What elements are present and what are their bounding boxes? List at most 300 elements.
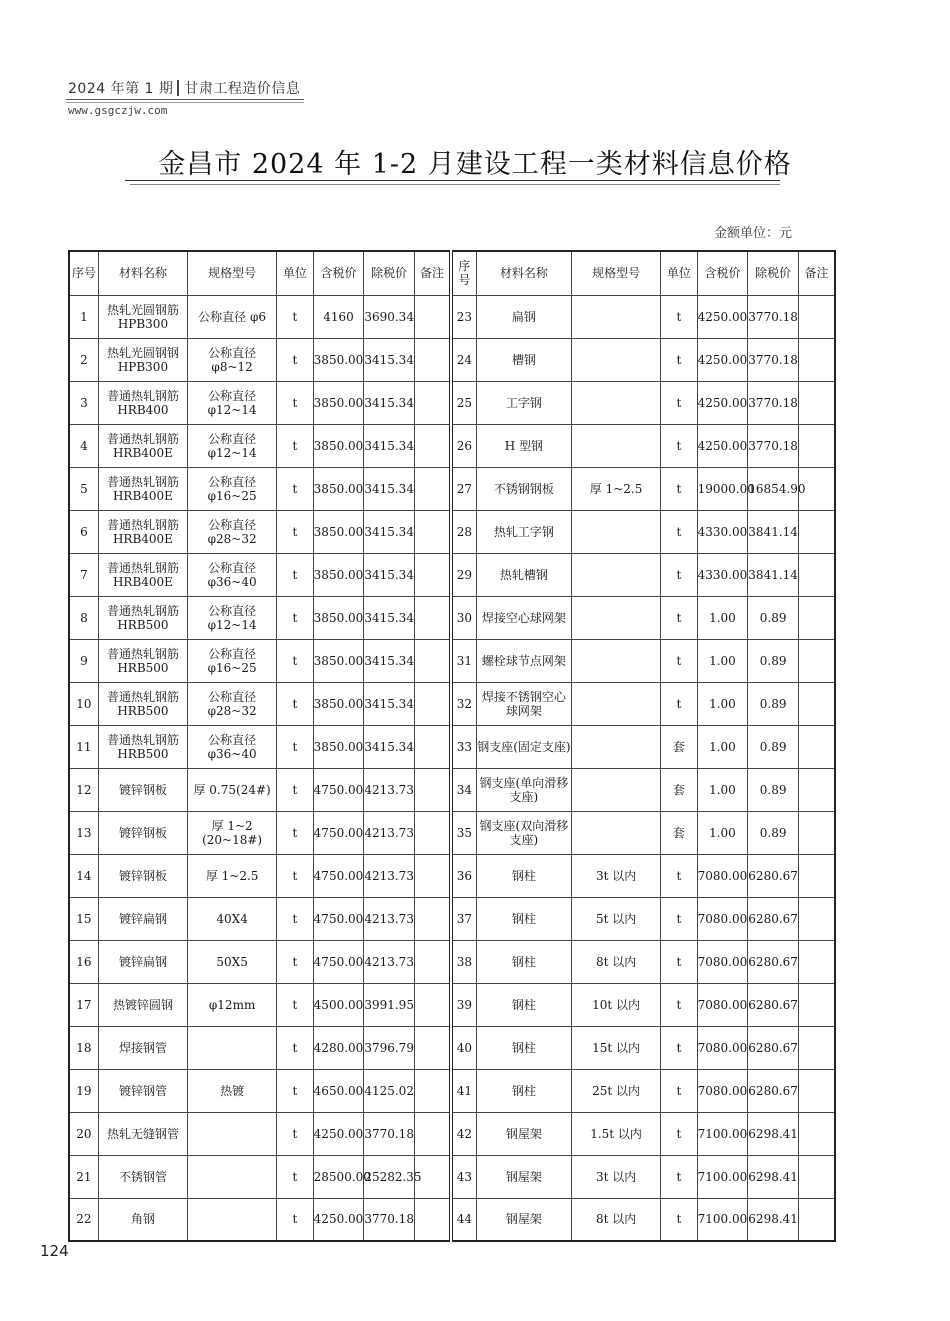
spec-cell [572,639,661,682]
publication-name: 甘肃工程造价信息 [184,81,301,97]
spec-cell: 公称直径 φ36~40 [188,725,277,768]
col-header-spec: 规格型号 [572,251,661,295]
tax-inclusive-price-cell: 4280.00 [313,1026,364,1069]
tax-inclusive-price-cell: 7080.00 [697,1069,748,1112]
row-number-cell: 31 [451,639,476,682]
row-number-cell: 11 [69,725,98,768]
col-header-tax-incl: 含税价 [313,251,364,295]
note-cell [414,1198,450,1241]
tax-inclusive-price-cell: 4750.00 [313,854,364,897]
note-cell [414,682,450,725]
tax-inclusive-price-cell: 7080.00 [697,897,748,940]
spec-cell [572,510,661,553]
material-name-cell: 普通热轧钢筋 HRB500 [98,596,187,639]
col-header-tax-excl: 除税价 [748,251,799,295]
tax-inclusive-price-cell: 4750.00 [313,811,364,854]
spec-cell: 25t 以内 [572,1069,661,1112]
note-cell [798,1069,835,1112]
spec-cell [572,682,661,725]
row-number-cell: 17 [69,983,98,1026]
material-name-cell: 镀锌扁钢 [98,897,187,940]
row-number-cell: 30 [451,596,476,639]
note-cell [798,1112,835,1155]
material-name-cell: 钢柱 [476,983,571,1026]
unit-cell: t [277,768,313,811]
tax-exclusive-price-cell: 4213.73 [364,854,415,897]
table-row [69,811,835,854]
spec-cell [572,811,661,854]
note-cell [414,768,450,811]
spec-cell: 公称直径 φ28~32 [188,682,277,725]
note-cell [414,596,450,639]
tax-inclusive-price-cell: 3850.00 [313,467,364,510]
row-number-cell: 9 [69,639,98,682]
note-cell [798,682,835,725]
spec-cell: 1.5t 以内 [572,1112,661,1155]
tax-exclusive-price-cell: 3841.14 [748,553,799,596]
spec-cell: 15t 以内 [572,1026,661,1069]
tax-inclusive-price-cell: 4250.00 [697,424,748,467]
tax-inclusive-price-cell: 1.00 [697,639,748,682]
note-cell [414,510,450,553]
tax-inclusive-price-cell: 7100.00 [697,1198,748,1241]
tax-exclusive-price-cell: 3415.34 [364,725,415,768]
tax-exclusive-price-cell: 3415.34 [364,596,415,639]
material-name-cell: 镀锌钢板 [98,854,187,897]
spec-cell: 5t 以内 [572,897,661,940]
page-title: 金昌市 2024 年 1-2 月建设工程一类材料信息价格 [158,149,792,180]
spec-cell [572,768,661,811]
tax-exclusive-price-cell: 3841.14 [748,510,799,553]
col-header-note: 备注 [414,251,450,295]
tax-exclusive-price-cell: 3770.18 [748,295,799,338]
tax-inclusive-price-cell: 19000.00 [697,467,748,510]
unit-cell: t [661,1155,697,1198]
row-number-cell: 37 [451,897,476,940]
tax-inclusive-price-cell: 4250.00 [313,1198,364,1241]
material-name-cell: 焊接空心球网架 [476,596,571,639]
material-name-cell: H 型钢 [476,424,571,467]
table-row [69,553,835,596]
unit-cell: t [277,510,313,553]
unit-cell: t [661,1069,697,1112]
note-cell [798,596,835,639]
row-number-cell: 6 [69,510,98,553]
tax-exclusive-price-cell: 4125.02 [364,1069,415,1112]
tax-exclusive-price-cell: 4213.73 [364,768,415,811]
spec-cell: 40X4 [188,897,277,940]
material-name-cell: 钢屋架 [476,1198,571,1241]
tax-exclusive-price-cell: 6280.67 [748,854,799,897]
note-cell [798,295,835,338]
table-row [69,983,835,1026]
spec-cell: 3t 以内 [572,1155,661,1198]
material-name-cell: 普通热轧钢筋 HRB500 [98,682,187,725]
tax-inclusive-price-cell: 4500.00 [313,983,364,1026]
unit-cell: t [661,1026,697,1069]
tax-exclusive-price-cell: 3796.79 [364,1026,415,1069]
tax-inclusive-price-cell: 4160 [313,295,364,338]
material-name-cell: 镀锌扁钢 [98,940,187,983]
tax-exclusive-price-cell: 3690.34 [364,295,415,338]
tax-exclusive-price-cell: 3415.34 [364,424,415,467]
tax-inclusive-price-cell: 7080.00 [697,983,748,1026]
unit-cell: t [277,338,313,381]
tax-exclusive-price-cell: 6298.41 [748,1155,799,1198]
spec-cell: 公称直径 φ36~40 [188,553,277,596]
col-header-tax-excl: 除税价 [364,251,415,295]
tax-inclusive-price-cell: 1.00 [697,596,748,639]
unit-cell: t [277,639,313,682]
tax-inclusive-price-cell: 1.00 [697,682,748,725]
material-name-cell: 角钢 [98,1198,187,1241]
unit-cell: t [661,897,697,940]
spec-cell: 公称直径 φ28~32 [188,510,277,553]
col-header-spec: 规格型号 [188,251,277,295]
tax-exclusive-price-cell: 6280.67 [748,940,799,983]
spec-cell [572,295,661,338]
material-name-cell: 热轧无缝钢管 [98,1112,187,1155]
note-cell [414,295,450,338]
note-cell [798,768,835,811]
issue-label: 2024 年第 1 期 [68,81,174,97]
table-row [69,1198,835,1241]
note-cell [798,381,835,424]
note-cell [414,854,450,897]
col-header-name: 材料名称 [476,251,571,295]
tax-exclusive-price-cell: 3770.18 [748,424,799,467]
material-name-cell: 普通热轧钢筋 HRB500 [98,725,187,768]
unit-cell: t [277,467,313,510]
header-issue [68,78,300,98]
table-row [69,1112,835,1155]
tax-exclusive-price-cell: 6298.41 [748,1198,799,1241]
tax-inclusive-price-cell: 3850.00 [313,725,364,768]
col-header-name: 材料名称 [98,251,187,295]
tax-inclusive-price-cell: 3850.00 [313,682,364,725]
note-cell [798,854,835,897]
material-name-cell: 焊接不锈钢空心球网架 [476,682,571,725]
material-name-cell: 镀锌钢管 [98,1069,187,1112]
table-row [69,510,835,553]
note-cell [798,983,835,1026]
tax-inclusive-price-cell: 4250.00 [313,1112,364,1155]
tax-exclusive-price-cell: 3415.34 [364,381,415,424]
tax-exclusive-price-cell: 0.89 [748,682,799,725]
row-number-cell: 12 [69,768,98,811]
row-number-cell: 41 [451,1069,476,1112]
table-row [69,639,835,682]
table-row [69,1069,835,1112]
unit-cell: t [661,1112,697,1155]
note-cell [414,811,450,854]
material-name-cell: 镀锌钢板 [98,768,187,811]
unit-cell: t [277,1198,313,1241]
tax-exclusive-price-cell: 3770.18 [748,338,799,381]
row-number-cell: 8 [69,596,98,639]
material-name-cell: 钢屋架 [476,1155,571,1198]
row-number-cell: 34 [451,768,476,811]
table-row [69,338,835,381]
col-header-tax-incl: 含税价 [697,251,748,295]
note-cell [414,940,450,983]
row-number-cell: 19 [69,1069,98,1112]
unit-cell: t [277,1112,313,1155]
tax-exclusive-price-cell: 4213.73 [364,811,415,854]
tax-inclusive-price-cell: 7080.00 [697,940,748,983]
row-number-cell: 28 [451,510,476,553]
tax-inclusive-price-cell: 4650.00 [313,1069,364,1112]
spec-cell [572,424,661,467]
unit-cell: t [661,1198,697,1241]
table-row [69,854,835,897]
header-rule-secondary [66,102,304,103]
tax-inclusive-price-cell: 3850.00 [313,338,364,381]
spec-cell [188,1026,277,1069]
unit-cell: t [277,424,313,467]
note-cell [798,639,835,682]
col-header-unit: 单位 [661,251,697,295]
table-row [69,1026,835,1069]
material-name-cell: 普通热轧钢筋 HRB400E [98,553,187,596]
material-name-cell: 钢柱 [476,897,571,940]
tax-inclusive-price-cell: 4330.00 [697,510,748,553]
material-name-cell: 钢柱 [476,1026,571,1069]
tax-exclusive-price-cell: 16854.90 [748,467,799,510]
tax-exclusive-price-cell: 6280.67 [748,1026,799,1069]
note-cell [798,897,835,940]
unit-cell: t [277,1026,313,1069]
material-name-cell: 镀锌钢板 [98,811,187,854]
spec-cell: 公称直径 φ16~25 [188,639,277,682]
tax-inclusive-price-cell: 3850.00 [313,553,364,596]
spec-cell [572,338,661,381]
note-cell [414,983,450,1026]
row-number-cell: 13 [69,811,98,854]
note-cell [798,1198,835,1241]
spec-cell: 厚 1~2 (20~18#) [188,811,277,854]
material-name-cell: 钢支座(双向滑移支座) [476,811,571,854]
tax-inclusive-price-cell: 28500.00 [313,1155,364,1198]
row-number-cell: 26 [451,424,476,467]
unit-cell: t [277,940,313,983]
material-name-cell: 钢柱 [476,940,571,983]
row-number-cell: 3 [69,381,98,424]
note-cell [414,1069,450,1112]
note-cell [414,725,450,768]
material-name-cell: 普通热轧钢筋 HRB400 [98,381,187,424]
tax-exclusive-price-cell: 4213.73 [364,897,415,940]
tax-inclusive-price-cell: 3850.00 [313,510,364,553]
unit-cell: t [661,983,697,1026]
material-name-cell: 热镀锌圆钢 [98,983,187,1026]
spec-cell: 公称直径 φ12~14 [188,596,277,639]
material-name-cell: 螺栓球节点网架 [476,639,571,682]
tax-inclusive-price-cell: 7080.00 [697,854,748,897]
material-name-cell: 扁钢 [476,295,571,338]
spec-cell: 公称直径 φ12~14 [188,381,277,424]
unit-cell: t [277,1155,313,1198]
table-row [69,381,835,424]
note-cell [798,553,835,596]
material-name-cell: 钢支座(单向滑移支座) [476,768,571,811]
spec-cell [572,725,661,768]
table-row [69,596,835,639]
tax-exclusive-price-cell: 25282.35 [364,1155,415,1198]
unit-cell: t [277,1069,313,1112]
tax-exclusive-price-cell: 0.89 [748,811,799,854]
tax-exclusive-price-cell: 0.89 [748,725,799,768]
header-rule [66,99,304,100]
spec-cell: 8t 以内 [572,940,661,983]
tax-exclusive-price-cell: 6280.67 [748,983,799,1026]
material-name-cell: 焊接钢管 [98,1026,187,1069]
unit-cell: t [277,381,313,424]
tax-inclusive-price-cell: 3850.00 [313,639,364,682]
tax-inclusive-price-cell: 7100.00 [697,1112,748,1155]
header-separator [177,80,179,96]
tax-exclusive-price-cell: 0.89 [748,596,799,639]
material-name-cell: 钢柱 [476,1069,571,1112]
row-number-cell: 18 [69,1026,98,1069]
unit-cell: t [277,596,313,639]
unit-cell: 套 [661,768,697,811]
unit-cell: t [277,983,313,1026]
spec-cell: 厚 1~2.5 [572,467,661,510]
row-number-cell: 22 [69,1198,98,1241]
tax-exclusive-price-cell: 3415.34 [364,510,415,553]
row-number-cell: 39 [451,983,476,1026]
note-cell [798,510,835,553]
material-name-cell: 槽钢 [476,338,571,381]
unit-cell: 套 [661,725,697,768]
tax-exclusive-price-cell: 0.89 [748,639,799,682]
row-number-cell: 5 [69,467,98,510]
material-name-cell: 热轧光圆钢钢 HPB300 [98,338,187,381]
note-cell [414,1026,450,1069]
unit-cell: t [661,682,697,725]
tax-exclusive-price-cell: 3991.95 [364,983,415,1026]
row-number-cell: 35 [451,811,476,854]
table-row [69,424,835,467]
spec-cell: 3t 以内 [572,854,661,897]
tax-exclusive-price-cell: 0.89 [748,768,799,811]
note-cell [798,811,835,854]
tax-inclusive-price-cell: 4330.00 [697,553,748,596]
tax-inclusive-price-cell: 4250.00 [697,338,748,381]
tax-exclusive-price-cell: 4213.73 [364,940,415,983]
material-name-cell: 不锈钢管 [98,1155,187,1198]
material-name-cell: 不锈钢钢板 [476,467,571,510]
unit-cell: t [277,295,313,338]
spec-cell: 热镀 [188,1069,277,1112]
spec-cell [188,1198,277,1241]
spec-cell [572,596,661,639]
row-number-cell: 20 [69,1112,98,1155]
table-row [69,940,835,983]
tax-exclusive-price-cell: 3415.34 [364,553,415,596]
unit-cell: t [277,725,313,768]
material-name-cell: 普通热轧钢筋 HRB400E [98,424,187,467]
note-cell [414,553,450,596]
spec-cell [572,381,661,424]
material-name-cell: 普通热轧钢筋 HRB500 [98,639,187,682]
unit-cell: t [661,596,697,639]
tax-inclusive-price-cell: 1.00 [697,725,748,768]
note-cell [414,1112,450,1155]
row-number-cell: 14 [69,854,98,897]
material-name-cell: 钢支座(固定支座) [476,725,571,768]
row-number-cell: 24 [451,338,476,381]
unit-cell: t [661,338,697,381]
page-number: 124 [40,1242,69,1260]
spec-cell: 公称直径 φ12~14 [188,424,277,467]
unit-cell: t [661,553,697,596]
material-name-cell: 普通热轧钢筋 HRB400E [98,510,187,553]
unit-cell: t [661,854,697,897]
unit-cell: t [661,424,697,467]
row-number-cell: 32 [451,682,476,725]
note-cell [798,1155,835,1198]
note-cell [414,639,450,682]
unit-cell: t [661,639,697,682]
material-name-cell: 热轧槽钢 [476,553,571,596]
table-row [69,768,835,811]
row-number-cell: 38 [451,940,476,983]
spec-cell [188,1155,277,1198]
note-cell [798,940,835,983]
note-cell [414,467,450,510]
tax-inclusive-price-cell: 7100.00 [697,1155,748,1198]
row-number-cell: 10 [69,682,98,725]
tax-inclusive-price-cell: 7080.00 [697,1026,748,1069]
unit-cell: t [277,682,313,725]
tax-exclusive-price-cell: 3770.18 [364,1112,415,1155]
row-number-cell: 1 [69,295,98,338]
row-number-cell: 44 [451,1198,476,1241]
spec-cell: 厚 1~2.5 [188,854,277,897]
row-number-cell: 33 [451,725,476,768]
tax-inclusive-price-cell: 3850.00 [313,381,364,424]
spec-cell: 公称直径 φ16~25 [188,467,277,510]
spec-cell: 10t 以内 [572,983,661,1026]
note-cell [414,338,450,381]
website-url: www.gsgczjw.com [68,104,168,117]
tax-inclusive-price-cell: 1.00 [697,811,748,854]
tax-exclusive-price-cell: 6298.41 [748,1112,799,1155]
spec-cell [188,1112,277,1155]
unit-cell: t [661,381,697,424]
tax-exclusive-price-cell: 6280.67 [748,897,799,940]
row-number-cell: 40 [451,1026,476,1069]
tax-inclusive-price-cell: 1.00 [697,768,748,811]
price-table [68,250,836,1242]
row-number-cell: 21 [69,1155,98,1198]
unit-cell: t [661,295,697,338]
currency-unit-note: 金额单位：元 [713,226,792,241]
spec-cell: 8t 以内 [572,1198,661,1241]
spec-cell: 公称直径 φ6 [188,295,277,338]
row-number-cell: 15 [69,897,98,940]
table-header-row [69,251,835,295]
table-row [69,682,835,725]
title-underline [125,180,780,181]
material-name-cell: 钢柱 [476,854,571,897]
row-number-cell: 27 [451,467,476,510]
unit-cell: t [661,510,697,553]
note-cell [798,1026,835,1069]
unit-cell: t [277,897,313,940]
